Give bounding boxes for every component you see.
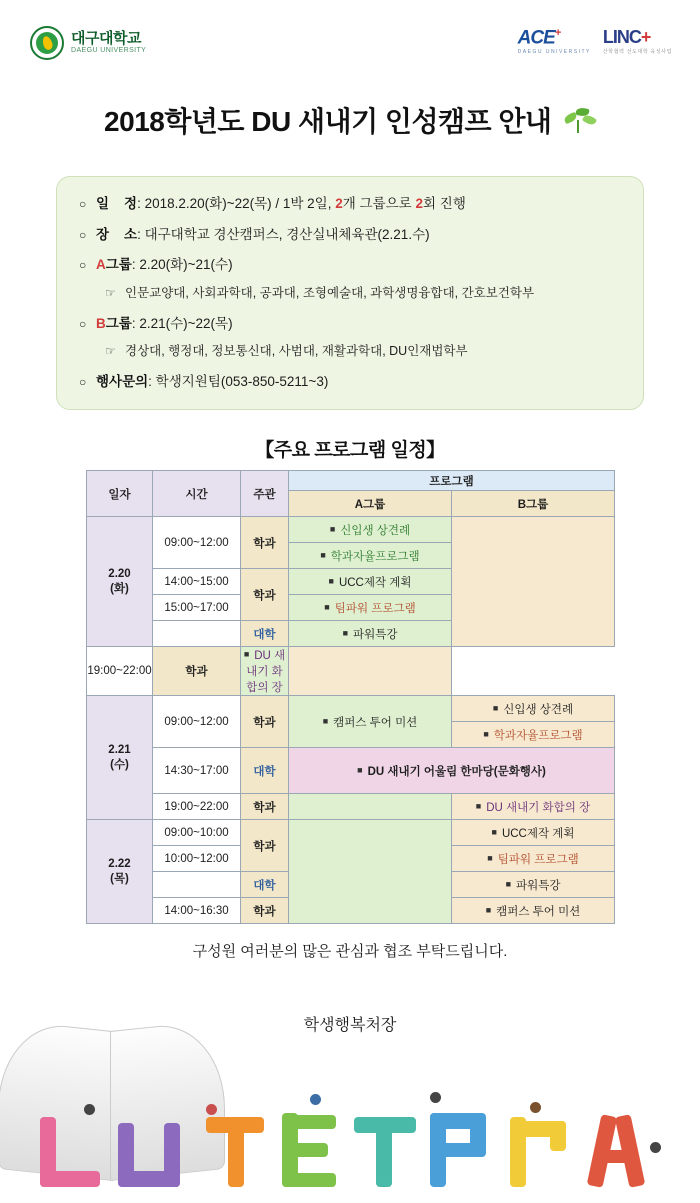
th-date: 일자	[87, 471, 153, 517]
cell-program-b: ■ DU 새내기 화합의 장	[452, 794, 615, 820]
cell-host: 학과	[153, 647, 241, 696]
program-text: 팀파워 프로그램	[334, 602, 416, 615]
linc-plus-icon: +	[640, 27, 651, 48]
cell-program-a-empty	[289, 794, 452, 820]
info-label-group-b-rest: 그룹	[105, 315, 132, 331]
info-value-schedule-red2: 2	[415, 196, 423, 211]
linc-label: LINC	[602, 27, 641, 48]
program-text: 파워특강	[353, 628, 398, 641]
cell-host: 학과	[241, 569, 289, 621]
info-label-schedule: 일 정	[96, 196, 138, 211]
schedule-table-wrap	[86, 470, 614, 924]
page-header	[0, 22, 700, 68]
cell-program-a: ■ UCC제작 계획	[289, 569, 452, 595]
cell-time: 10:00~12:00	[153, 846, 241, 872]
cell-program-b: ■ 신입생 상견례	[452, 696, 615, 722]
info-row-contact	[79, 373, 621, 391]
program-text: 학과자율프로그램	[493, 729, 583, 742]
cell-program-b: ■ 파워특강	[452, 872, 615, 898]
info-sub-group-a-text: 인문교양대, 사회과학대, 공과대, 조형예술대, 과학생명융합대, 간호보건학부	[125, 285, 535, 300]
program-text: 파워특강	[516, 879, 561, 892]
footer-signature: 학생행복처장	[303, 1017, 397, 1034]
sprout-icon	[562, 105, 596, 135]
info-label-group-b-letter: B	[96, 315, 106, 331]
ace-plus-icon: +	[554, 27, 561, 39]
info-row-group-b	[79, 315, 621, 333]
info-label-group-a-rest: 그룹	[105, 257, 132, 273]
pointer-icon: ☞	[105, 285, 116, 300]
schedule-table	[86, 470, 615, 924]
bullet-icon: ○	[79, 227, 87, 242]
info-value-schedule-pre: : 2018.2.20(화)~22(목) / 1박 2일,	[137, 196, 336, 211]
program-text: UCC제작 계획	[501, 827, 575, 840]
info-value-schedule-mid: 개 그룹으로	[342, 196, 416, 211]
cell-host: 학과	[241, 696, 289, 748]
cell-date-line1: 2.22	[108, 858, 131, 871]
info-value-schedule-red1: 2	[335, 196, 343, 211]
university-logo	[30, 26, 146, 60]
info-label-contact: 행사문의	[96, 374, 149, 390]
cell-program-merged: ■ DU 새내기 어울림 한마당(문화행사)	[289, 748, 615, 794]
info-value-contact: : 학생지원팀(053-850-5211~3)	[148, 374, 329, 390]
cell-time: 09:00~10:00	[153, 820, 241, 846]
program-text: DU 새내기 화합의 장	[486, 801, 591, 814]
cell-date-line1: 2.21	[108, 744, 131, 757]
schedule-title: 【주요 프로그램 일정】	[255, 440, 445, 461]
cell-date-0222	[87, 820, 153, 924]
info-row-schedule	[79, 195, 621, 213]
info-label-place: 장 소	[96, 226, 138, 242]
th-program: 프로그램	[289, 471, 615, 491]
cell-program-b: ■ 학과자율프로그램	[452, 722, 615, 748]
program-text: 학과자율프로그램	[330, 550, 420, 563]
cell-host: 학과	[241, 517, 289, 569]
cell-host: 대학	[241, 872, 289, 898]
linc-sublabel: 산학협력 선도대학 육성사업	[602, 49, 672, 56]
th-host: 주관	[241, 471, 289, 517]
program-logos	[518, 28, 672, 55]
university-emblem-icon	[30, 26, 64, 60]
table-row	[87, 517, 615, 543]
bullet-icon: ○	[79, 197, 87, 211]
university-name-kr: 대구대학교	[71, 30, 141, 48]
cell-time: 19:00~22:00	[153, 794, 241, 820]
cell-time: 14:00~15:00	[153, 569, 241, 595]
cell-date-line1: 2.20	[108, 568, 131, 581]
program-text: 팀파워 프로그램	[497, 853, 579, 866]
bullet-icon: ○	[79, 316, 87, 331]
cell-date-0220	[87, 517, 153, 647]
program-text: UCC제작 계획	[338, 576, 412, 589]
program-text: 캠퍼스 투어 미션	[496, 905, 581, 918]
cell-date-line2: (목)	[110, 872, 129, 885]
table-row	[87, 647, 615, 696]
cell-time: 09:00~12:00	[153, 696, 241, 748]
cell-host: 대학	[241, 748, 289, 794]
info-row-group-a	[79, 256, 621, 274]
program-text: 신입생 상견례	[503, 703, 574, 716]
info-sub-group-b	[105, 341, 621, 359]
linc-plus-logo	[603, 28, 672, 55]
cell-program-a: ■ 학과자율프로그램	[289, 543, 452, 569]
th-group-a: A그룹	[289, 491, 452, 517]
university-name-en: DAEGU UNIVERSITY	[71, 47, 147, 55]
cell-host: 학과	[241, 794, 289, 820]
cell-program-a: ■ 파워특강	[289, 621, 452, 647]
table-header-row-1	[87, 471, 615, 491]
program-text: DU 새내기 화합의 장	[246, 650, 286, 694]
cell-time: 15:00~17:00	[153, 595, 241, 621]
cell-time: 09:00~12:00	[153, 517, 241, 569]
info-value-place: : 대구대학교 경산캠퍼스, 경산실내체육관(2.21.수)	[137, 226, 430, 242]
page-title: 2018학년도 DU 새내기 인성캠프 안내	[104, 106, 552, 137]
info-value-group-b: : 2.21(수)~22(목)	[131, 315, 233, 331]
table-row	[87, 696, 615, 722]
table-row	[87, 820, 615, 846]
cell-program-b-empty	[452, 517, 615, 647]
cell-host: 학과	[241, 898, 289, 924]
info-box	[56, 176, 644, 410]
ace-sublabel: DAEGU UNIVERSITY	[517, 49, 591, 56]
cell-program-a-empty	[289, 820, 452, 924]
cell-time	[153, 621, 241, 647]
th-time: 시간	[153, 471, 241, 517]
bottom-artwork	[0, 988, 700, 1203]
th-group-b: B그룹	[452, 491, 615, 517]
cell-date-0221	[87, 696, 153, 820]
cell-time	[153, 872, 241, 898]
cell-program-a: ■ 캠퍼스 투어 미션	[289, 696, 452, 748]
ace-plus-logo	[518, 28, 591, 55]
cell-program-a: ■ DU 새내기 화합의 장	[241, 647, 289, 696]
cell-time: 19:00~22:00	[87, 647, 153, 696]
bullet-icon: ○	[79, 258, 87, 273]
cell-date-line2: (화)	[110, 582, 129, 595]
footer-message: 구성원 여러분의 많은 관심과 협조 부탁드립니다.	[192, 943, 508, 960]
cell-program-a: ■ 팀파워 프로그램	[289, 595, 452, 621]
table-row	[87, 748, 615, 794]
info-value-group-a: : 2.20(화)~21(수)	[131, 257, 233, 273]
info-sub-group-a	[105, 283, 621, 301]
table-row	[87, 794, 615, 820]
info-row-place	[79, 226, 621, 244]
pointer-icon: ☞	[105, 344, 116, 359]
program-text: 캠퍼스 투어 미션	[333, 716, 418, 729]
cell-host: 학과	[241, 820, 289, 872]
cell-program-b-empty	[289, 647, 452, 696]
program-text: 신입생 상견례	[340, 524, 411, 537]
program-text: DU 새내기 어울림 한마당(문화행사)	[367, 765, 546, 778]
ace-label: ACE	[517, 27, 555, 49]
cell-time: 14:00~16:30	[153, 898, 241, 924]
info-label-group-a-letter: A	[96, 257, 106, 273]
page-title-row	[0, 100, 700, 140]
info-value-schedule-post: 회 진행	[422, 196, 466, 211]
cell-program-b: ■ 팀파워 프로그램	[452, 846, 615, 872]
letter-blocks-illustration	[10, 1097, 700, 1193]
cell-program-b: ■ 캠퍼스 투어 미션	[452, 898, 615, 924]
cell-host: 대학	[241, 621, 289, 647]
cell-time: 14:30~17:00	[153, 748, 241, 794]
cell-program-a: ■ 신입생 상견례	[289, 517, 452, 543]
bullet-icon: ○	[79, 375, 87, 390]
info-sub-group-b-text: 경상대, 행정대, 정보통신대, 사범대, 재활과학대, DU인재법학부	[125, 344, 468, 359]
cell-date-line2: (수)	[110, 758, 129, 771]
cell-program-b: ■ UCC제작 계획	[452, 820, 615, 846]
